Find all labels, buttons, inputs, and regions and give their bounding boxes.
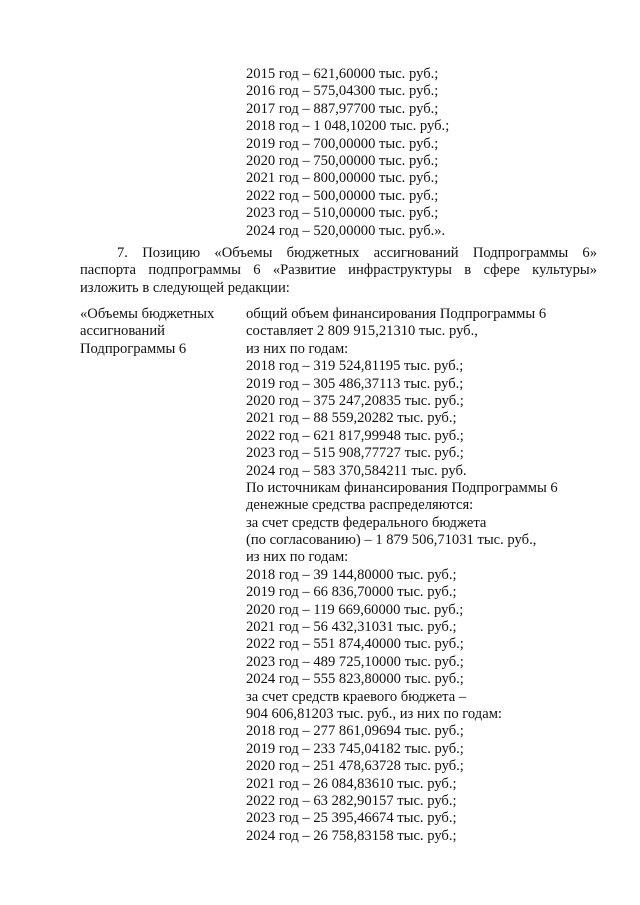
content-line: 2018 год – 277 861,09694 тыс. руб.;	[246, 723, 464, 740]
content-line: за счет средств федерального бюджета	[246, 514, 487, 531]
content-line: 2023 год – 25 395,46674 тыс. руб.;	[246, 810, 457, 827]
content-line: 2019 год – 233 745,04182 тыс. руб.;	[246, 740, 464, 757]
funding-line: 2019 год – 700,00000 тыс. руб.;	[246, 135, 439, 152]
funding-line: 2023 год – 510,00000 тыс. руб.;	[246, 205, 439, 222]
content-line: 2022 год – 63 282,90157 тыс. руб.;	[246, 792, 457, 809]
funding-line: 2018 год – 1 048,10200 тыс. руб.;	[246, 118, 450, 135]
content-line: 904 606,81203 тыс. руб., из них по годам:	[246, 705, 502, 722]
content-line: По источникам финансирования Подпрограммы 6	[246, 479, 558, 496]
funding-line: 2024 год – 520,00000 тыс. руб.».	[246, 222, 446, 239]
paragraph-line: 7. Позицию «Объемы бюджетных ассигнований Подпрограммы 6»	[117, 245, 597, 261]
funding-line: 2015 год – 621,60000 тыс. руб.;	[246, 66, 439, 82]
position-label-line: «Объемы бюджетных	[80, 306, 215, 322]
content-line: 2021 год – 88 559,20282 тыс. руб.;	[246, 410, 457, 427]
content-line: 2020 год – 119 669,60000 тыс. руб.;	[246, 601, 464, 618]
paragraph-line: изложить в следующей редакции:	[80, 279, 290, 296]
content-line: 2024 год – 555 823,80000 тыс. руб.;	[246, 671, 464, 688]
content-line: 2019 год – 66 836,70000 тыс. руб.;	[246, 584, 457, 601]
funding-list-top	[246, 66, 449, 240]
position-content	[246, 306, 558, 845]
funding-line: 2020 год – 750,00000 тыс. руб.;	[246, 152, 439, 169]
content-line: (по согласованию) – 1 879 506,71031 тыс. руб.,	[246, 532, 537, 549]
content-line: 2024 год – 583 370,584211 тыс. руб.	[246, 462, 467, 479]
content-line: 2024 год – 26 758,83158 тыс. руб.;	[246, 827, 457, 844]
funding-line: 2017 год – 887,97700 тыс. руб.;	[246, 100, 439, 117]
content-line: 2021 год – 26 084,83610 тыс. руб.;	[246, 775, 457, 792]
funding-line: 2021 год – 800,00000 тыс. руб.;	[246, 170, 439, 187]
content-line: денежные средства распределяются:	[246, 497, 474, 514]
content-line: 2022 год – 551 874,40000 тыс. руб.;	[246, 636, 464, 653]
content-line: 2023 год – 515 908,77727 тыс. руб.;	[246, 445, 464, 462]
content-line: 2020 год – 375 247,20835 тыс. руб.;	[246, 392, 464, 409]
content-line: 2018 год – 39 144,80000 тыс. руб.;	[246, 566, 457, 583]
content-line: 2018 год – 319 524,81195 тыс. руб.;	[246, 358, 464, 375]
amendment-paragraph	[80, 245, 597, 297]
content-line: общий объем финансирования Подпрограммы 6	[246, 306, 547, 322]
position-label	[80, 306, 214, 358]
funding-line: 2016 год – 575,04300 тыс. руб.;	[246, 83, 439, 100]
paragraph-line: паспорта подпрограммы 6 «Развитие инфраструктуры в сфере культуры»	[80, 262, 597, 279]
content-line: 2022 год – 621 817,99948 тыс. руб.;	[246, 427, 464, 444]
content-line: за счет средств краевого бюджета –	[246, 688, 467, 705]
content-line: из них по годам:	[246, 549, 349, 566]
content-line: 2019 год – 305 486,37113 тыс. руб.;	[246, 375, 464, 392]
content-line: составляет 2 809 915,21310 тыс. руб.,	[246, 323, 478, 340]
content-line: 2020 год – 251 478,63728 тыс. руб.;	[246, 758, 464, 775]
funding-line: 2022 год – 500,00000 тыс. руб.;	[246, 187, 439, 204]
content-line: 2023 год – 489 725,10000 тыс. руб.;	[246, 653, 464, 670]
position-label-line: ассигнований	[80, 323, 165, 340]
content-line: 2021 год – 56 432,31031 тыс. руб.;	[246, 619, 457, 636]
position-label-line: Подпрограммы 6	[80, 340, 187, 357]
content-line: из них по годам:	[246, 340, 349, 357]
